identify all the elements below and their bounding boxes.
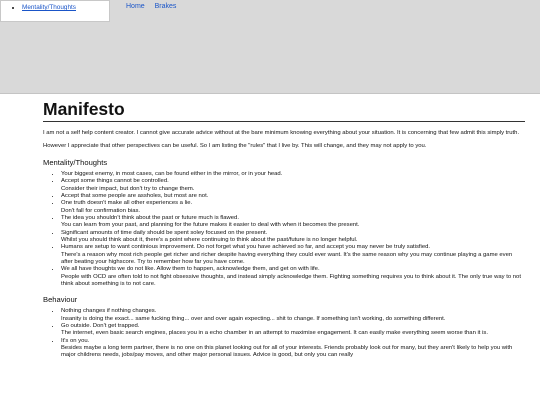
item-detail: You can learn from your past, and planning for the future makes it easier to deal with when it becomes the present. [61,222,360,229]
item-detail: Don't fall for confirmation bias. [61,207,141,214]
list-item [61,200,525,215]
item-detail: The internet, even basic search engines, places you in a echo chamber in an attempt to maximise engagement. It can easily make everything seem worse than it is. [61,330,488,337]
item-detail: Whilst you should think about it, there's a point where continuing to think about the past/future is no longer helpful. [61,236,358,243]
list-item [61,323,525,338]
toc-list [1,1,109,11]
list-item [61,230,525,245]
table-of-contents [0,0,110,22]
item-text: The idea you shouldn't think about the past or future much is flawed. [61,214,239,221]
behaviour-list [43,308,525,359]
item-detail: Insanity is doing the exact... same fucking thing... over and over again expecting... shit to change. If something isn't working, do something different. [61,315,446,322]
toc-link-mentality[interactable]: Mentality/Thoughts [22,4,76,11]
list-item [61,338,525,360]
nav-link-brakes[interactable]: Brakes [154,3,177,10]
nav-link-home[interactable]: Home [126,3,145,10]
list-item [61,215,525,230]
list-item [61,266,525,288]
main-content [43,99,525,360]
section-heading-mentality: Mentality/Thoughts [43,157,108,167]
item-text: Nothing changes if nothing changes. [61,308,157,315]
item-detail: Besides maybe a long term partner, there is no one on this planet looking out for all of your interests. Friends probably look out for many, but they aren't likely to help you with major childrens needs, jobs/pay moves, and other major personal issues. Advice is good, but only you can really [61,345,513,359]
mentality-list [43,171,525,289]
list-item [61,171,525,178]
item-text: It's on you. [61,337,90,344]
intro-paragraph: I am not a self help content creator. I cannot give accurate advice without at the bare minimum knowing everything about your situation. It is concerning that few admit this simply truth. [43,130,520,136]
item-text: Accept that some people are assholes, but most are not. [61,192,209,199]
item-text: Accept some things cannot be controlled. [61,178,169,185]
intro-paragraph: However I appreciate that other perspectives can be useful. So I am listing the "rules" that I live by. This will change, and they may not apply to you. [43,143,427,150]
list-item [61,308,525,323]
page-title: Manifesto [43,99,525,122]
section-heading-behaviour: Behaviour [43,295,78,305]
list-item [61,178,525,193]
item-text: Go outside. Don't get trapped. [61,323,140,329]
item-text: Significant amounts of time daily should be spent soley focused on the present. [61,229,268,236]
list-item [61,244,525,266]
item-text: We all have thoughts we do not like. Allow them to happen, acknowledge them, and get on with life. [61,266,320,273]
item-detail: There's a reason why most rich people get richer and richer despite having everything they could ever want. It's the same reason why you may continue playing a game even after beating your highscore. Try to remember how far you have come. [61,251,513,265]
item-text: One truth doesn't make all other experiences a lie. [61,200,193,207]
toc-item [22,4,109,11]
list-item [61,193,525,200]
item-text: Your biggest enemy, in most cases, can be found either in the mirror, or in your head. [61,170,283,177]
item-detail: Consider their impact, but don't try to change them. [61,185,195,192]
nav-links [126,3,184,10]
item-text: Humans are setup to want continious improvement. Do not forget what you have achieved so far, and accept you may never be truly satisfied. [61,244,431,251]
item-detail: People with OCD are often told to not fight obsessive thoughts, and instead simply acknowledge them. Fighting something requires you to think about it. The only true way to not think about something is to not care. [61,273,521,287]
